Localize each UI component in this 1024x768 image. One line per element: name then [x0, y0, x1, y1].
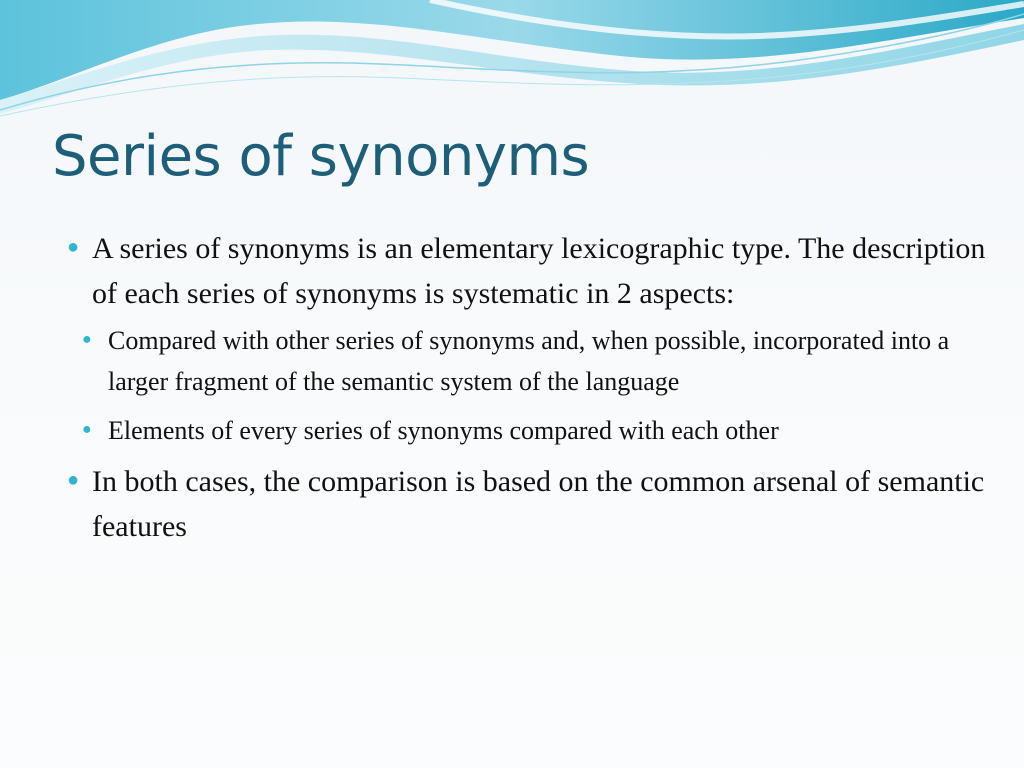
bullet-dot-icon: ●	[82, 331, 92, 348]
sub-bullet-text: Elements of every series of synonyms compared with each other	[108, 416, 779, 445]
bullet-text: A series of synonyms is an elementary lexicographic type. The description of each series of synonyms is systematic in 2 aspects:	[92, 232, 986, 310]
sub-bullet-item	[82, 320, 986, 402]
bullet-dot-icon: ●	[67, 469, 80, 491]
header-wave-decoration	[0, 0, 1024, 130]
slide-title: Series of synonyms	[52, 124, 590, 189]
bullet-dot-icon: ●	[67, 236, 80, 258]
bullet-item	[66, 226, 986, 316]
bullet-list	[66, 226, 986, 553]
bullet-dot-icon: ●	[82, 421, 92, 438]
sub-bullet-text: Compared with other series of synonyms and, when possible, incorporated into a larger fragment of the semantic system of the language	[108, 326, 950, 396]
bullet-item	[66, 459, 986, 549]
bullet-text: In both cases, the comparison is based on the common arsenal of semantic features	[92, 465, 985, 543]
sub-bullet-list	[82, 320, 986, 451]
sub-bullet-item	[82, 410, 986, 451]
